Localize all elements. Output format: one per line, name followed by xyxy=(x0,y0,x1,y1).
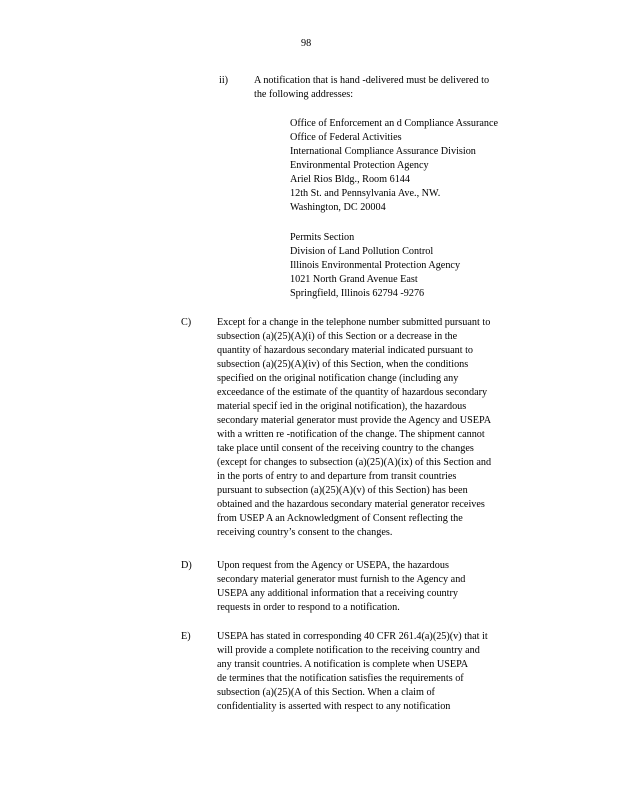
item-e-label: E) xyxy=(181,631,191,642)
item-ii-line: the following addresses: xyxy=(254,89,354,100)
address-line: Washington, DC 20004 xyxy=(290,202,386,213)
item-c-line: obtained and the hazardous secondary material generator receives xyxy=(217,499,485,510)
item-e-line: subsection (a)(25)(A of this Section. When a claim of xyxy=(217,687,435,698)
item-e-line: any transit countries. A notification is complete when USEPA xyxy=(217,659,469,670)
item-ii-line: A notification that is hand -delivered must be delivered to xyxy=(254,75,490,86)
item-c-line: with a written re -notification of the change. The shipment cannot xyxy=(217,429,485,440)
item-c-line: quantity of hazardous secondary material indicated pursuant to xyxy=(217,345,474,356)
item-c-line: subsection (a)(25)(A)(i) of this Section or a decrease in the xyxy=(217,331,458,342)
address-line: Permits Section xyxy=(290,232,355,243)
item-c-line: pursuant to subsection (a)(25)(A)(v) of this Section) has been xyxy=(217,485,468,496)
address-line: Division of Land Pollution Control xyxy=(290,246,434,257)
address-line: International Compliance Assurance Division xyxy=(290,146,476,157)
item-c-line: from USEP A an Acknowledgment of Consent reflecting the xyxy=(217,513,463,524)
item-c-line: specified on the original notification change (including any xyxy=(217,373,459,384)
item-c-label: C) xyxy=(181,317,192,328)
address-line: Ariel Rios Bldg., Room 6144 xyxy=(290,174,410,185)
item-c-line: in the ports of entry to and departure from transit countries xyxy=(217,471,457,482)
item-d-line: requests in order to respond to a notification. xyxy=(217,602,400,613)
item-d-line: USEPA any additional information that a receiving country xyxy=(217,588,458,599)
item-c-line: Except for a change in the telephone number submitted pursuant to xyxy=(217,317,491,328)
item-e-line: de termines that the notification satisfies the requirements of xyxy=(217,673,464,684)
address-line: Illinois Environmental Protection Agency xyxy=(290,260,461,271)
address-line: Springfield, Illinois 62794 -9276 xyxy=(290,288,425,299)
item-c-line: subsection (a)(25)(A)(iv) of this Section, when the conditions xyxy=(217,359,469,370)
address-line: Office of Federal Activities xyxy=(290,132,402,143)
item-d-line: secondary material generator must furnish to the Agency and xyxy=(217,574,466,585)
address-line: 1021 North Grand Avenue East xyxy=(290,274,418,285)
item-e-line: will provide a complete notification to the receiving country and xyxy=(217,645,480,656)
item-e-line: USEPA has stated in corresponding 40 CFR 261.4(a)(25)(v) that it xyxy=(217,631,488,642)
item-e-line: confidentiality is asserted with respect to any notification xyxy=(217,701,451,712)
item-d-label: D) xyxy=(181,560,192,571)
address-line: Office of Enforcement an d Compliance Assurance xyxy=(290,118,499,129)
item-c-line: material specif ied in the original notification), the hazardous xyxy=(217,401,467,412)
item-ii-label: ii) xyxy=(219,75,229,86)
address-line: 12th St. and Pennsylvania Ave., NW. xyxy=(290,188,441,199)
item-c-line: receiving country’s consent to the changes. xyxy=(217,527,393,538)
item-c-line: take place until consent of the receiving country to the changes xyxy=(217,443,474,454)
item-c-line: exceedance of the estimate of the quantity of hazardous secondary xyxy=(217,387,488,398)
address-line: Environmental Protection Agency xyxy=(290,160,429,171)
item-c-line: (except for changes to subsection (a)(25)(A)(ix) of this Section and xyxy=(217,457,492,468)
page-number: 98 xyxy=(301,38,312,49)
item-c-line: secondary material generator must provide the Agency and USEPA xyxy=(217,415,492,426)
item-d-line: Upon request from the Agency or USEPA, the hazardous xyxy=(217,560,449,571)
